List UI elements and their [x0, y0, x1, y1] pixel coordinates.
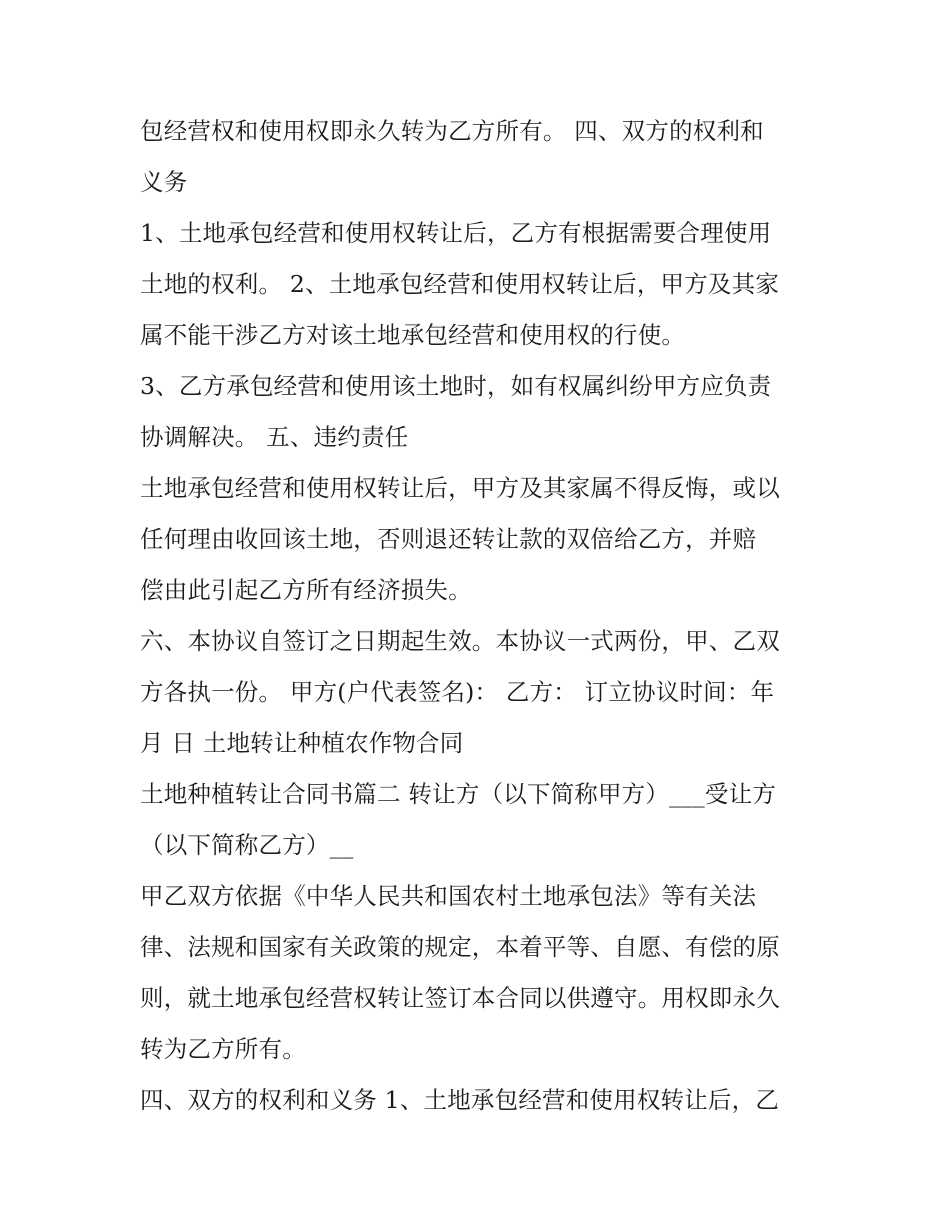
text-line: 方各执一份。 甲方(户代表签名)： 乙方： 订立协议时间：年	[140, 678, 775, 706]
text-line: 甲乙双方依据《中华人民共和国农村土地承包法》等有关法	[140, 882, 757, 910]
text-line: 1、土地承包经营和使用权转让后，乙方有根据需要合理使用	[140, 219, 772, 247]
text-line: 六、本协议自签订之日期起生效。本协议一式两份，甲、乙双	[140, 627, 780, 655]
text-line: 偿由此引起乙方所有经济损失。	[140, 576, 472, 604]
text-line: 3、乙方承包经营和使用该土地时，如有权属纠纷甲方应负责	[140, 372, 772, 400]
text-line: 律、法规和国家有关政策的规定，本着平等、自愿、有偿的原	[140, 933, 780, 961]
text-line: 转为乙方所有。	[140, 1035, 306, 1063]
text-line: （以下简称乙方）__	[140, 831, 354, 859]
text-line: 义务	[140, 168, 188, 196]
text-line: 协调解决。 五、违约责任	[140, 423, 409, 451]
text-line: 土地的权利。 2、土地承包经营和使用权转让后，甲方及其家	[140, 270, 780, 298]
text-line: 土地种植转让合同书篇二 转让方（以下简称甲方）___受让方	[140, 780, 777, 808]
text-line: 属不能干涉乙方对该土地承包经营和使用权的行使。	[140, 321, 686, 349]
text-line: 月 日 土地转让种植农作物合同	[140, 729, 464, 757]
text-line: 四、双方的权利和义务 1、土地承包经营和使用权转让后，乙	[140, 1086, 780, 1114]
text-line: 包经营权和使用权即永久转为乙方所有。 四、双方的权利和	[140, 117, 764, 145]
text-line: 任何理由收回该土地，否则退还转让款的双倍给乙方，并赔	[140, 525, 757, 553]
document-body	[140, 106, 820, 1126]
text-line: 土地承包经营和使用权转让后，甲方及其家属不得反悔，或以	[140, 474, 780, 502]
text-line: 则，就土地承包经营权转让签订本合同以供遵守。用权即永久	[140, 984, 780, 1012]
